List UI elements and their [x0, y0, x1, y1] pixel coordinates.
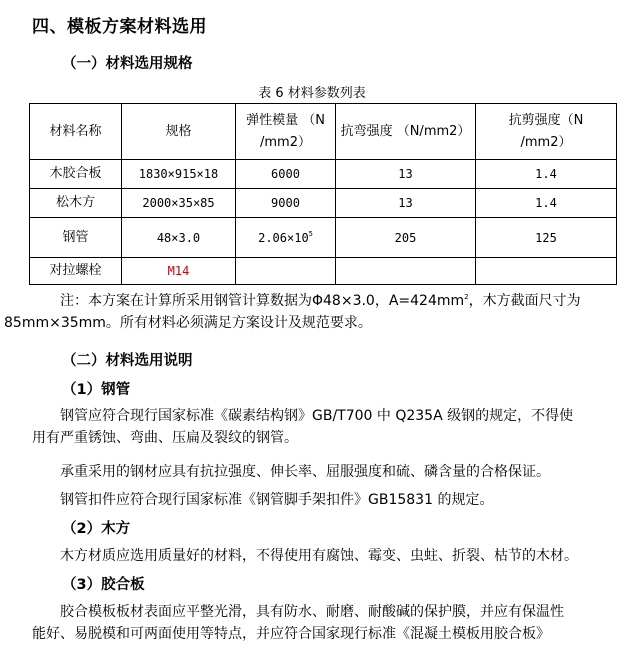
paragraph-timber: 木方材质应选用质量好的材料，不得使用有腐蚀、霉变、虫蛀、折裂、枯节的木材。 — [60, 548, 578, 564]
header-shear-line2: /mm2） — [520, 134, 572, 150]
table-header-row — [30, 104, 617, 160]
paragraph-plywood — [32, 601, 607, 645]
cell-name: 松木方 — [30, 189, 122, 218]
plywood-line1: 胶合模板板材表面应平整光滑，具有防水、耐磨、耐酸碱的保护膜，并应有保温性 — [60, 604, 564, 620]
paragraph-steel-quality: 承重采用的钢材应具有抗拉强度、伸长率、屈服强度和硫、磷含量的合格保证。 — [60, 464, 550, 480]
table-note — [4, 290, 607, 334]
table-row — [30, 258, 617, 285]
cell-spec: 1830×915×18 — [122, 160, 236, 189]
table-row — [30, 189, 617, 218]
header-elastic-line1: 弹性模量 （N — [246, 112, 325, 128]
cell-spec: 48×3.0 — [122, 218, 236, 258]
cell-spec: 2000×35×85 — [122, 189, 236, 218]
item-title-steel-pipe: （1）钢管 — [62, 382, 131, 398]
subsection-title-notes: （二）材料选用说明 — [62, 353, 193, 369]
subsection-title-specs: （一）材料选用规格 — [62, 56, 193, 72]
table-row — [30, 218, 617, 258]
cell-elastic: 6000 — [236, 160, 336, 189]
header-spec: 规格 — [122, 104, 236, 160]
material-params-table — [29, 103, 617, 285]
header-shear-strength — [476, 104, 617, 160]
note-line2: 85mm×35mm。所有材料必须满足方案设计及规范要求。 — [4, 315, 372, 331]
cell-shear: 1.4 — [476, 160, 617, 189]
cell-elastic — [236, 258, 336, 285]
note-text: 注：本方案在计算所采用钢管计算数据为Φ48×3.0，A=424mm — [60, 293, 465, 309]
cell-name: 对拉螺栓 — [30, 258, 122, 285]
cell-name: 钢管 — [30, 218, 122, 258]
paragraph-clamps: 钢管扣件应符合现行国家标准《钢管脚手架扣件》GB15831 的规定。 — [60, 492, 494, 508]
table-caption: 表 6 材料参数列表 — [258, 86, 366, 101]
cell-bend — [336, 258, 476, 285]
header-elastic-modulus — [236, 104, 336, 160]
cell-bend: 13 — [336, 160, 476, 189]
header-elastic-line2: /mm2） — [260, 134, 311, 150]
section-title: 四、模板方案材料选用 — [32, 17, 207, 37]
table-row — [30, 160, 617, 189]
item-title-timber: （2）木方 — [62, 521, 131, 537]
cell-shear — [476, 258, 617, 285]
paragraph-steel-pipe — [32, 405, 607, 449]
header-material-name: 材料名称 — [30, 104, 122, 160]
steel-pipe-line2: 用有严重锈蚀、弯曲、压扁及裂纹的钢管。 — [32, 430, 298, 446]
note-text-tail: ，木方截面尺寸为 — [468, 293, 581, 309]
note-superscript: 2 — [464, 293, 469, 301]
elastic-exponent: 5 — [308, 229, 313, 238]
steel-pipe-line1: 钢管应符合现行国家标准《碳素结构钢》GB/T700 中 Q235A 级钢的规定，不得使 — [60, 408, 574, 424]
cell-shear: 125 — [476, 218, 617, 258]
header-shear-line1: 抗剪强度（N — [508, 112, 584, 128]
cell-spec-highlight: M14 — [122, 258, 236, 285]
cell-name: 木胶合板 — [30, 160, 122, 189]
item-title-plywood: （3）胶合板 — [62, 577, 145, 593]
cell-shear: 1.4 — [476, 189, 617, 218]
cell-elastic — [236, 218, 336, 258]
cell-bend: 13 — [336, 189, 476, 218]
elastic-base: 2.06×10 — [258, 230, 309, 245]
header-bending-strength: 抗弯强度 （N/mm2） — [336, 104, 476, 160]
cell-bend: 205 — [336, 218, 476, 258]
plywood-line2: 能好、易脱模和可两面使用等特点，并应符合国家现行标准《混凝土模板用胶合板》 — [32, 626, 550, 642]
cell-elastic: 9000 — [236, 189, 336, 218]
